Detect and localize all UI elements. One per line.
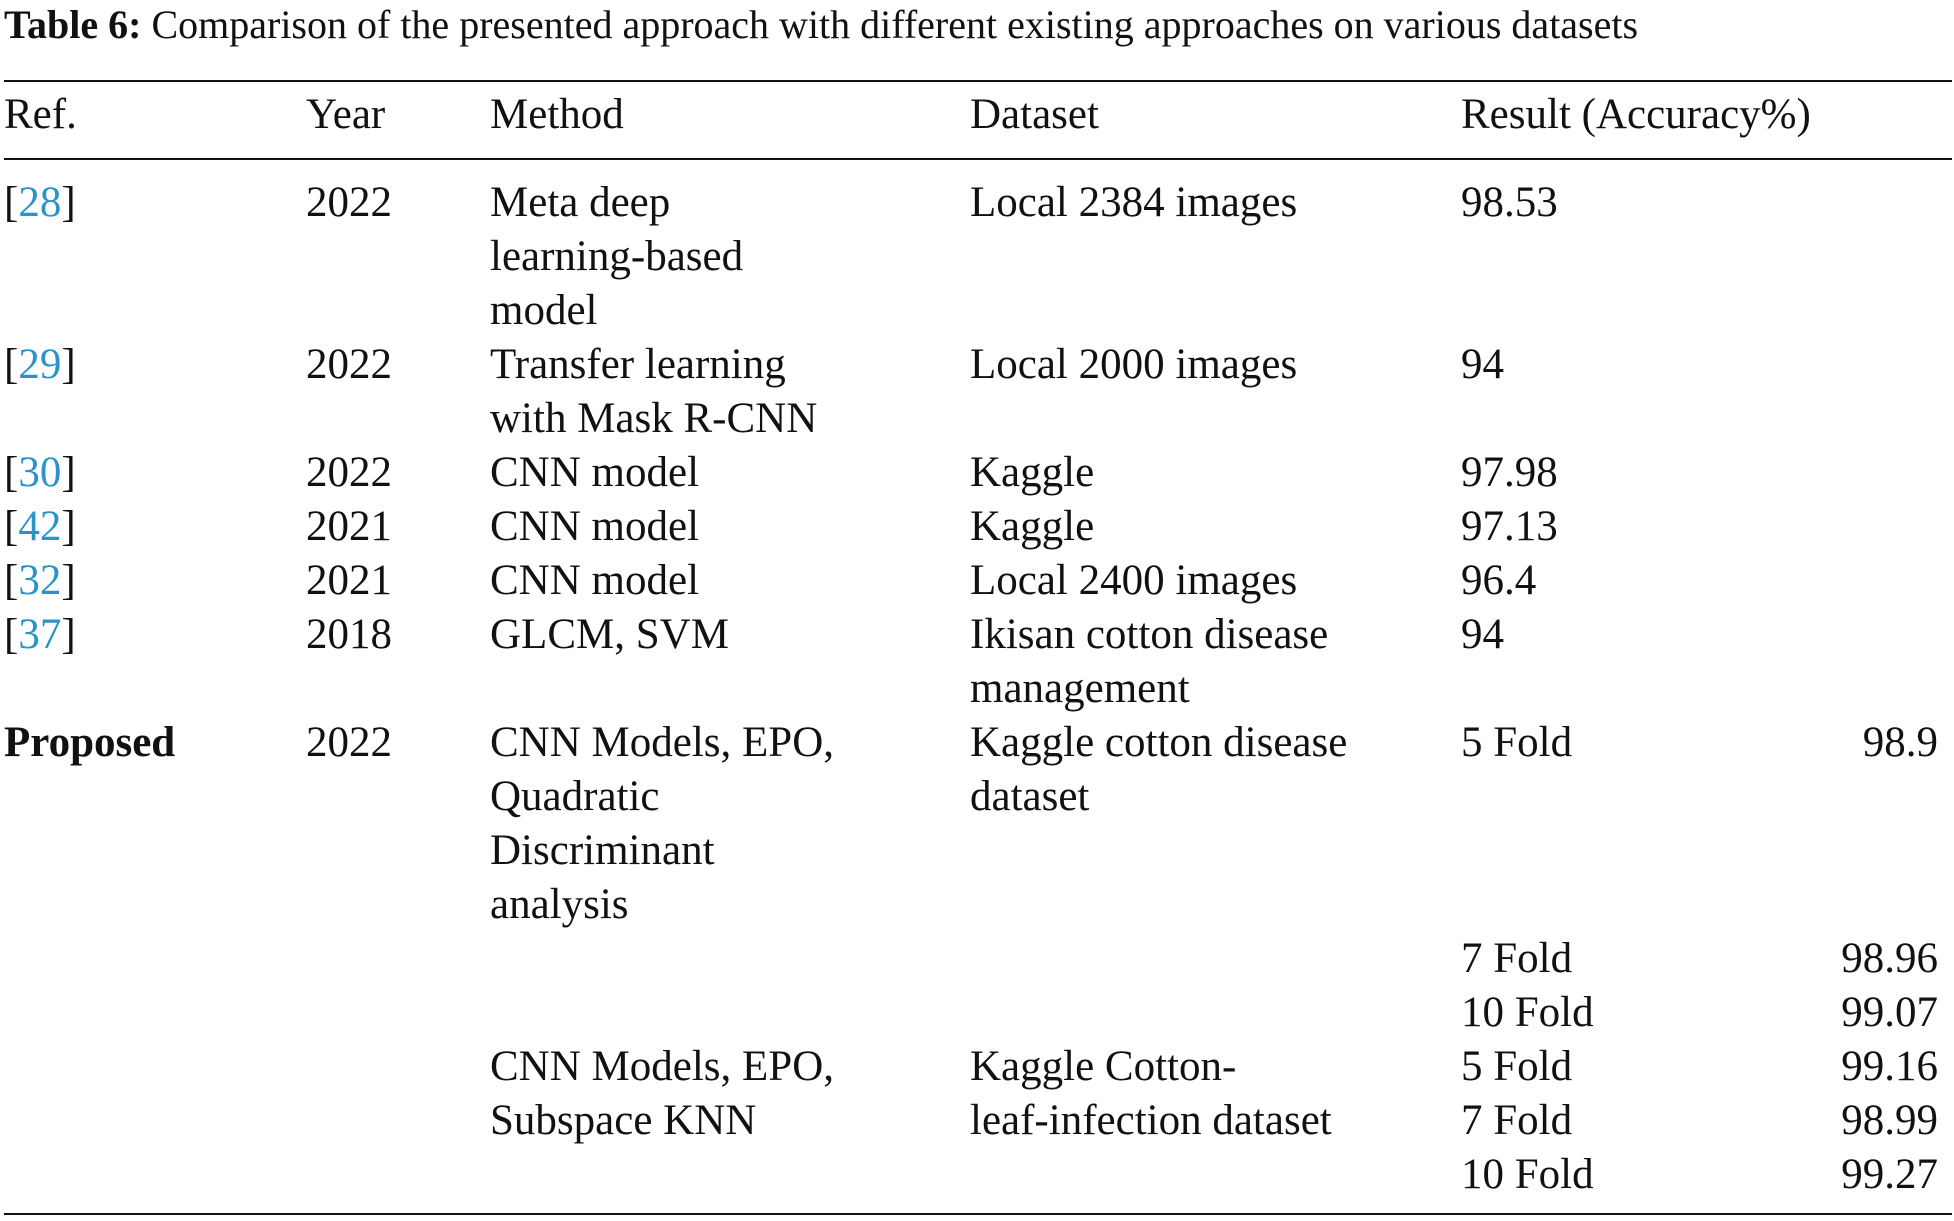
ref-link-28[interactable]: 28 <box>18 179 62 226</box>
ref-link-42[interactable]: 42 <box>18 503 62 550</box>
method-cell: Meta deep <box>490 179 671 226</box>
ref-bracket-open: [ <box>4 449 19 496</box>
dataset-cell: leaf-infection dataset <box>970 1097 1332 1144</box>
result-cell: 94 <box>1461 611 1504 658</box>
year-cell: 2021 <box>306 503 392 550</box>
ref-bracket-close: ] <box>61 449 76 496</box>
dataset-cell: management <box>970 665 1190 712</box>
method-cell: Quadratic <box>490 773 660 820</box>
table-caption-label: Table 6: <box>4 2 142 47</box>
ref-cell <box>4 176 76 230</box>
fold-cell: 10 Fold <box>1461 1151 1594 1198</box>
ref-cell <box>4 554 76 608</box>
table-bottom-rule <box>4 1213 1952 1215</box>
result-cell: 97.13 <box>1461 503 1558 550</box>
accuracy-cell: 98.96 <box>1841 935 1938 982</box>
method-cell: CNN model <box>490 449 700 496</box>
result-cell: 96.4 <box>1461 557 1537 604</box>
year-cell: 2022 <box>306 449 392 496</box>
dataset-cell: Local 2400 images <box>970 557 1298 604</box>
result-cell: 97.98 <box>1461 449 1558 496</box>
accuracy-cell: 99.27 <box>1841 1151 1938 1198</box>
ref-bracket-open: [ <box>4 341 19 388</box>
ref-cell <box>4 446 76 500</box>
ref-bracket-close: ] <box>61 341 76 388</box>
dataset-cell: Kaggle <box>970 503 1095 550</box>
method-cell: with Mask R-CNN <box>490 395 818 442</box>
header-result: Result (Accuracy%) <box>1461 91 1811 138</box>
header-ref: Ref. <box>4 91 77 138</box>
year-cell: 2018 <box>306 611 392 658</box>
method-cell: learning-based <box>490 233 744 280</box>
method-cell: Transfer learning <box>490 341 786 388</box>
accuracy-cell: 99.16 <box>1841 1043 1938 1090</box>
fold-cell: 5 Fold <box>1461 1043 1573 1090</box>
method-cell: Subspace KNN <box>490 1097 757 1144</box>
method-cell: CNN Models, EPO, <box>490 1043 835 1090</box>
ref-bracket-close: ] <box>61 557 76 604</box>
ref-cell <box>4 338 76 392</box>
dataset-cell: dataset <box>970 773 1090 820</box>
fold-cell: 7 Fold <box>1461 935 1573 982</box>
method-cell: CNN Models, EPO, <box>490 719 835 766</box>
dataset-cell: Kaggle Cotton- <box>970 1043 1237 1090</box>
table-caption-text: Comparison of the presented approach with different existing approaches on various datasets <box>141 2 1639 47</box>
method-cell: GLCM, SVM <box>490 611 729 658</box>
result-cell: 94 <box>1461 341 1504 388</box>
table-header-rule <box>4 158 1952 160</box>
year-cell: 2021 <box>306 557 392 604</box>
fold-cell: 7 Fold <box>1461 1097 1573 1144</box>
header-dataset: Dataset <box>970 91 1099 138</box>
dataset-cell: Kaggle <box>970 449 1095 496</box>
fold-cell: 5 Fold <box>1461 719 1573 766</box>
accuracy-cell: 98.99 <box>1841 1097 1938 1144</box>
header-method: Method <box>490 91 624 138</box>
ref-link-30[interactable]: 30 <box>18 449 62 496</box>
header-year: Year <box>306 91 386 138</box>
year-cell: 2022 <box>306 719 392 766</box>
ref-cell <box>4 608 76 662</box>
fold-cell: 10 Fold <box>1461 989 1594 1036</box>
method-cell: Discriminant <box>490 827 715 874</box>
method-cell: analysis <box>490 881 629 928</box>
dataset-cell: Kaggle cotton disease <box>970 719 1348 766</box>
dataset-cell: Ikisan cotton disease <box>970 611 1329 658</box>
year-cell: 2022 <box>306 341 392 388</box>
ref-bracket-close: ] <box>61 179 76 226</box>
proposed-label: Proposed <box>4 719 176 766</box>
ref-bracket-open: [ <box>4 557 19 604</box>
ref-link-32[interactable]: 32 <box>18 557 62 604</box>
ref-bracket-open: [ <box>4 611 19 658</box>
table-top-rule <box>4 80 1952 82</box>
ref-bracket-close: ] <box>61 611 76 658</box>
accuracy-cell: 99.07 <box>1841 989 1938 1036</box>
result-cell: 98.53 <box>1461 179 1558 226</box>
dataset-cell: Local 2384 images <box>970 179 1298 226</box>
ref-bracket-open: [ <box>4 179 19 226</box>
method-cell: model <box>490 287 598 334</box>
ref-cell <box>4 500 76 554</box>
ref-link-29[interactable]: 29 <box>18 341 62 388</box>
year-cell: 2022 <box>306 179 392 226</box>
accuracy-cell: 98.9 <box>1862 719 1938 766</box>
dataset-cell: Local 2000 images <box>970 341 1298 388</box>
method-cell: CNN model <box>490 503 700 550</box>
ref-bracket-open: [ <box>4 503 19 550</box>
table-caption <box>4 0 1954 50</box>
method-cell: CNN model <box>490 557 700 604</box>
ref-bracket-close: ] <box>61 503 76 550</box>
ref-link-37[interactable]: 37 <box>18 611 62 658</box>
